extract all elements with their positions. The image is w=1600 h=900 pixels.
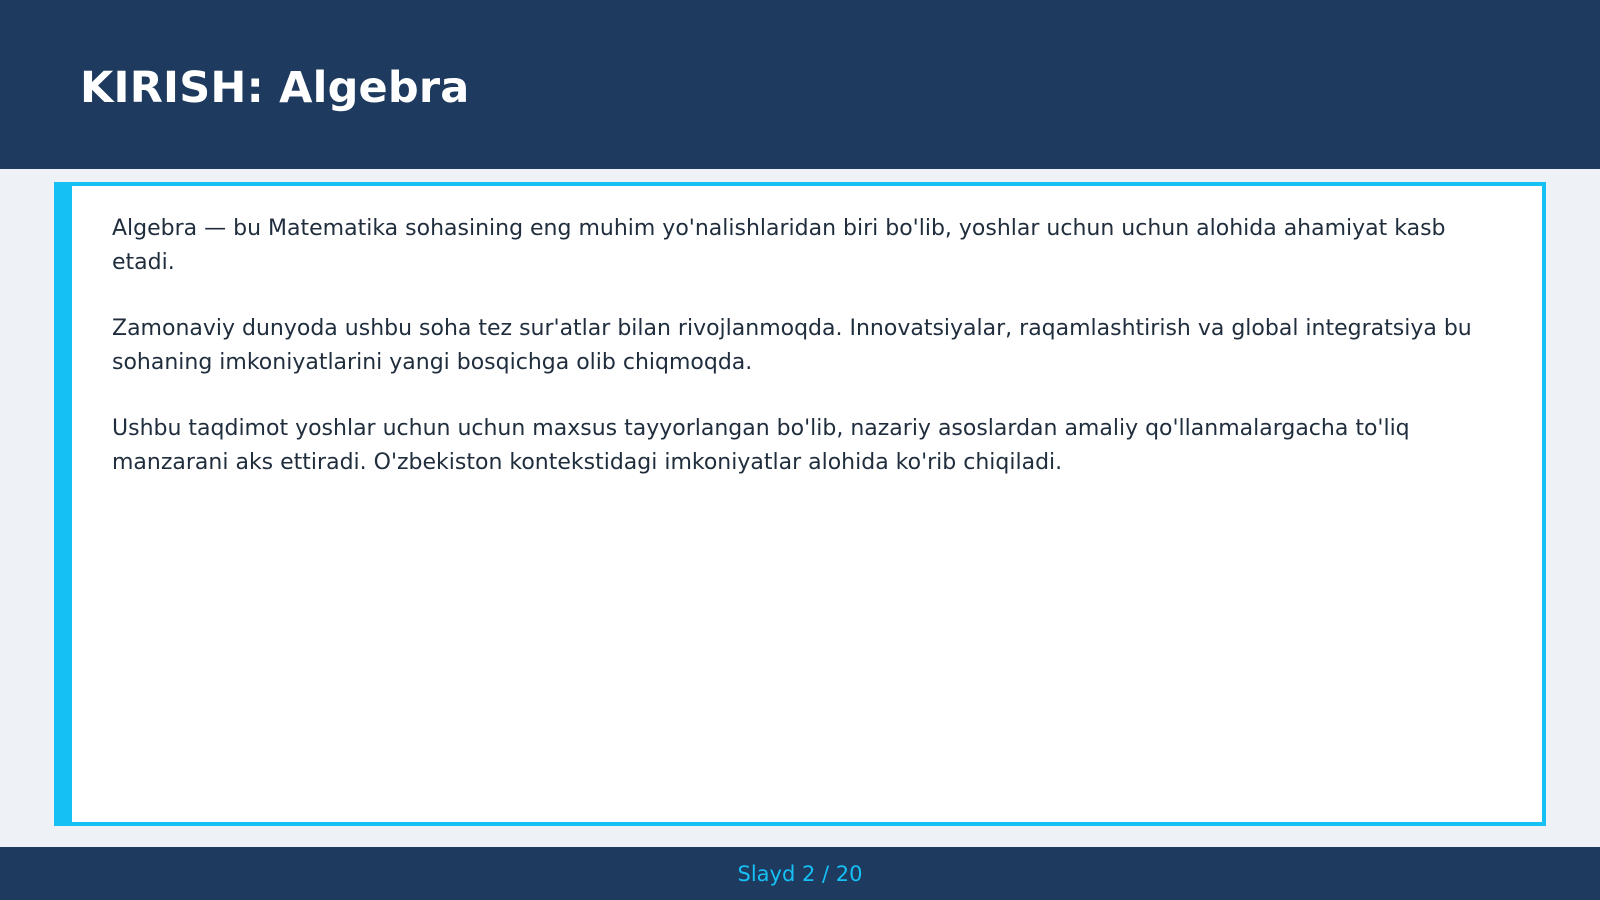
slide-title: KIRISH: Algebra xyxy=(80,63,470,113)
paragraph-development: Zamonaviy dunyoda ushbu soha tez sur'atlar bilan rivojlanmoqda. Innovatsiyalar, raqamlashtirish va global integratsiya bu sohaning imkoniyatlarini yangi bosqichga olib chiqmoqda. xyxy=(112,316,1472,375)
paragraph-intro: Algebra — bu Matematika sohasining eng muhim yo'nalishlaridan biri bo'lib, yoshlar uchun uchun alohida ahamiyat kasb etadi. xyxy=(112,216,1446,275)
content-card xyxy=(54,182,1546,826)
slide-footer xyxy=(0,847,1600,900)
slide-header xyxy=(0,0,1600,169)
slide-body xyxy=(112,212,1504,512)
slide-counter: Slayd 2 / 20 xyxy=(737,862,863,886)
paragraph-presentation: Ushbu taqdimot yoshlar uchun uchun maxsus tayyorlangan bo'lib, nazariy asoslardan amaliy qo'llanmalargacha to'liq manzarani aks ettiradi. O'zbekiston kontekstidagi imkoniyatlar alohida ko'rib chiqiladi. xyxy=(112,416,1410,475)
